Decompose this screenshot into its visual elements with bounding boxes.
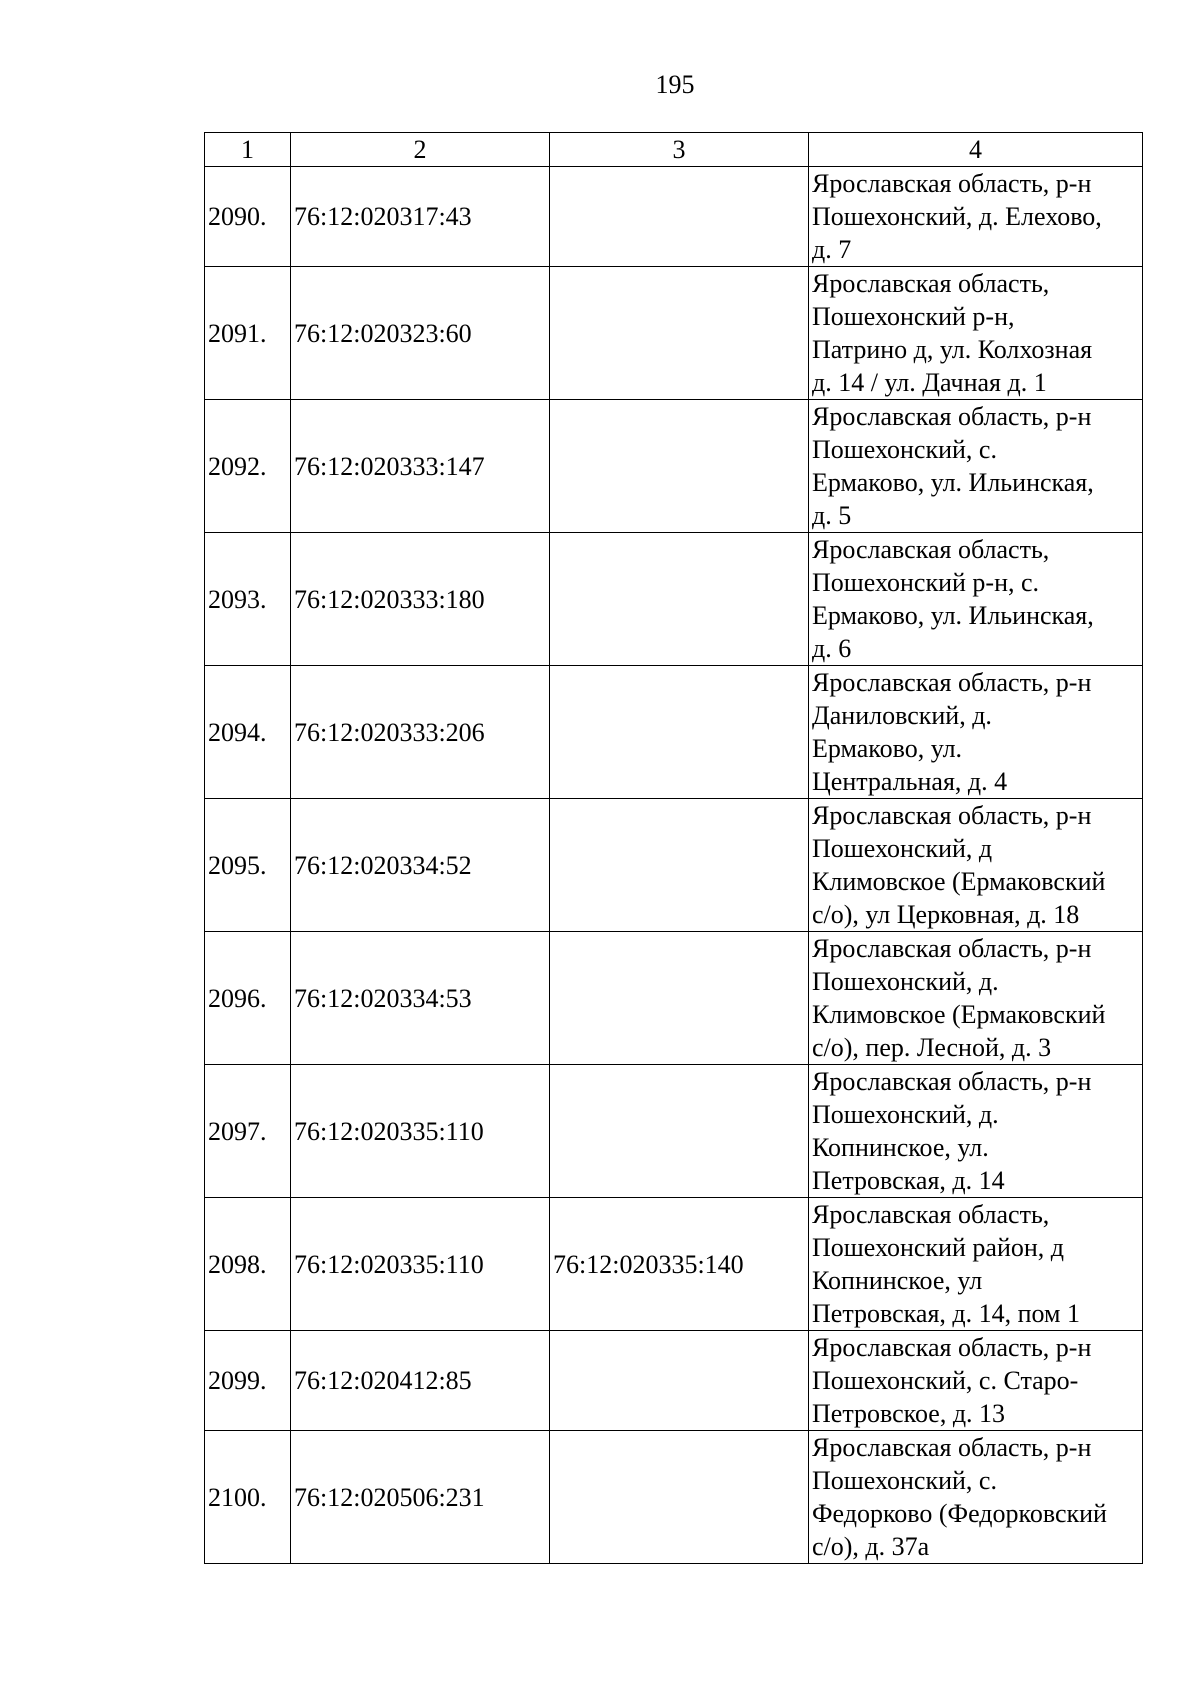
address: Ярославская область, Пошехонский район, д Копнинское, ул Петровская, д. 14, пом 1 xyxy=(809,1198,1143,1331)
column-header-3: 3 xyxy=(550,133,809,167)
cadastral-number: 76:12:020333:147 xyxy=(291,400,550,533)
row-number: 2092. xyxy=(205,400,291,533)
row-number: 2099. xyxy=(205,1331,291,1431)
table-row xyxy=(205,1431,1143,1564)
cadastral-number: 76:12:020334:53 xyxy=(291,932,550,1065)
related-cadastral-number xyxy=(550,1065,809,1198)
related-cadastral-number xyxy=(550,932,809,1065)
address: Ярославская область, Пошехонский р-н, с. Ермаково, ул. Ильинская, д. 6 xyxy=(809,533,1143,666)
related-cadastral-number: 76:12:020335:140 xyxy=(550,1198,809,1331)
cadastral-number: 76:12:020412:85 xyxy=(291,1331,550,1431)
table-row xyxy=(205,932,1143,1065)
related-cadastral-number xyxy=(550,799,809,932)
address: Ярославская область, р-н Пошехонский, д. Елехово, д. 7 xyxy=(809,167,1143,267)
row-number: 2094. xyxy=(205,666,291,799)
cadastral-number: 76:12:020335:110 xyxy=(291,1198,550,1331)
row-number: 2095. xyxy=(205,799,291,932)
column-header-2: 2 xyxy=(291,133,550,167)
cadastral-number: 76:12:020506:231 xyxy=(291,1431,550,1564)
row-number: 2100. xyxy=(205,1431,291,1564)
related-cadastral-number xyxy=(550,1331,809,1431)
table-row xyxy=(205,267,1143,400)
page-number: 195 xyxy=(655,70,695,99)
table-row xyxy=(205,799,1143,932)
table-row xyxy=(205,666,1143,799)
address: Ярославская область, р-н Пошехонский, с. Ермаково, ул. Ильинская, д. 5 xyxy=(809,400,1143,533)
address: Ярославская область, Пошехонский р-н, Патрино д, ул. Колхозная д. 14 / ул. Дачная д. 1 xyxy=(809,267,1143,400)
cadastral-number: 76:12:020317:43 xyxy=(291,167,550,267)
related-cadastral-number xyxy=(550,533,809,666)
table-row xyxy=(205,167,1143,267)
address: Ярославская область, р-н Пошехонский, д. Копнинское, ул. Петровская, д. 14 xyxy=(809,1065,1143,1198)
row-number: 2091. xyxy=(205,267,291,400)
row-number: 2097. xyxy=(205,1065,291,1198)
related-cadastral-number xyxy=(550,666,809,799)
column-header-4: 4 xyxy=(809,133,1143,167)
table-row xyxy=(205,1331,1143,1431)
cadastral-number: 76:12:020333:206 xyxy=(291,666,550,799)
related-cadastral-number xyxy=(550,1431,809,1564)
cadastral-number: 76:12:020323:60 xyxy=(291,267,550,400)
row-number: 2098. xyxy=(205,1198,291,1331)
table-row xyxy=(205,400,1143,533)
address: Ярославская область, р-н Пошехонский, д. Климовское (Ермаковский с/о), пер. Лесной, д. 3 xyxy=(809,932,1143,1065)
table-row xyxy=(205,533,1143,666)
table-row xyxy=(205,1065,1143,1198)
cadastral-number: 76:12:020335:110 xyxy=(291,1065,550,1198)
register-table xyxy=(204,132,1143,1564)
header-row xyxy=(205,133,1143,167)
related-cadastral-number xyxy=(550,400,809,533)
address: Ярославская область, р-н Пошехонский, с. Федорково (Федорковский с/о), д. 37а xyxy=(809,1431,1143,1564)
row-number: 2096. xyxy=(205,932,291,1065)
address: Ярославская область, р-н Пошехонский, с. Старо- Петровское, д. 13 xyxy=(809,1331,1143,1431)
address: Ярославская область, р-н Пошехонский, д Климовское (Ермаковский с/о), ул Церковная, д. 18 xyxy=(809,799,1143,932)
cadastral-number: 76:12:020334:52 xyxy=(291,799,550,932)
row-number: 2093. xyxy=(205,533,291,666)
related-cadastral-number xyxy=(550,267,809,400)
address: Ярославская область, р-н Даниловский, д. Ермаково, ул. Центральная, д. 4 xyxy=(809,666,1143,799)
row-number: 2090. xyxy=(205,167,291,267)
column-header-1: 1 xyxy=(205,133,291,167)
cadastral-number: 76:12:020333:180 xyxy=(291,533,550,666)
related-cadastral-number xyxy=(550,167,809,267)
table-row xyxy=(205,1198,1143,1331)
